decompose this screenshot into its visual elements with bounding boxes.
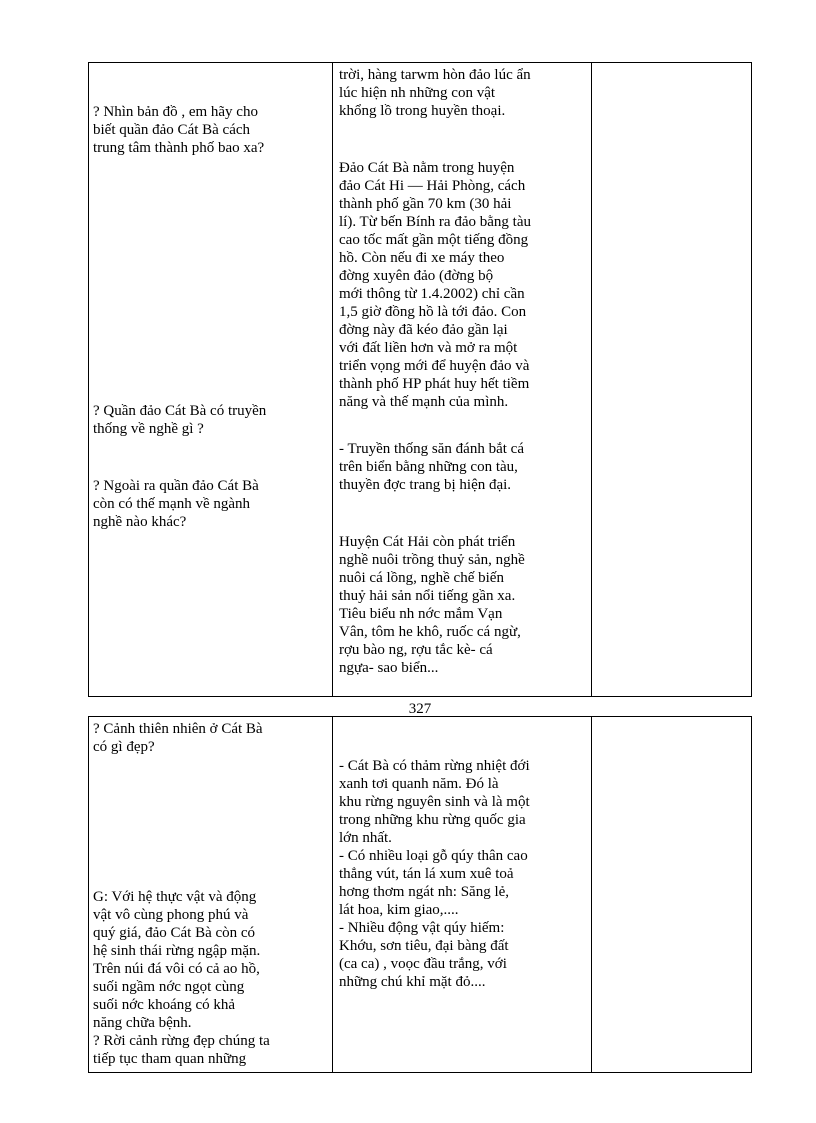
content-nature-answer: - Cát Bà có thảm rừng nhiệt đới xanh tơi quanh năm. Đó là khu rừng nguyên sinh và là một trong những khu rừng quốc gia lớn nhất. - Có nhiều loại gỗ qúy thân cao thẳng vút, tán lá xum xuê toả hơng thơm ngát nh: Săng lẻ, lát hoa, kim giao,.... - Nhiều động vật qúy hiếm: Khớu, sơn tiêu, đại bàng đất (ca ca) , voọc đầu trắng, với những chú khỉ mặt đỏ.... bbox=[339, 758, 530, 990]
page-number: 327 bbox=[408, 701, 432, 717]
question-column bbox=[89, 717, 333, 1072]
question-column bbox=[89, 63, 333, 696]
content-column bbox=[333, 717, 592, 1072]
notes-column bbox=[592, 63, 751, 696]
question-other-strengths: ? Ngoài ra quần đảo Cát Bà còn có thế mạnh về ngành nghề nào khác? bbox=[93, 478, 259, 530]
table-bottom bbox=[88, 716, 752, 1073]
table-top bbox=[88, 62, 752, 697]
question-traditional-trade: ? Quần đảo Cát Bà có truyền thống về nghề gì ? bbox=[93, 403, 267, 437]
content-traditional-trade-answer: - Truyền thống săn đánh bắt cá trên biển bằng những con tàu, thuyền đợc trang bị hiện đại. bbox=[339, 441, 524, 493]
question-nature-beauty: ? Cảnh thiên nhiên ở Cát Bà có gì đẹp? bbox=[93, 721, 263, 755]
question-distance: ? Nhìn bản đồ , em hãy cho biết quần đảo Cát Bà cách trung tâm thành phố bao xa? bbox=[93, 104, 265, 156]
content-column bbox=[333, 63, 592, 696]
content-continued-text: trời, hàng tarwm hòn đảo lúc ẩn lúc hiện nh những con vật khổng lồ trong huyền thoại. bbox=[339, 67, 531, 119]
content-other-strengths-answer: Huyện Cát Hải còn phát triển nghề nuôi trồng thuỷ sản, nghề nuôi cá lồng, nghề chế biến thuỷ hải sản nổi tiếng gần xa. Tiêu biểu nh nớc mắm Vạn Vân, tôm he khô, ruốc cá ngừ, rợu bào ng, rợu tắc kè- cá ngựa- sao biển... bbox=[339, 534, 525, 676]
content-distance-answer: Đảo Cát Bà nằm trong huyện đảo Cát Hi — Hải Phòng, cách thành phố gần 70 km (30 hải lí). Từ bến Bính ra đảo bằng tàu cao tốc mất gần một tiếng đồng hồ. Còn nếu đi xe máy theo đờng xuyên đảo (đờng bộ mới thông từ 1.4.2002) chỉ cần 1,5 giờ đồng hồ là tới đảo. Con đờng này đã kéo đảo gần lại với đất liền hơn và mở ra một triển vọng mới để huyện đảo và thành phố HP phát huy hết tiềm năng và thế mạnh của mình. bbox=[339, 160, 531, 410]
teacher-note-ecosystem: G: Với hệ thực vật và động vật vô cùng phong phú và quý giá, đảo Cát Bà còn có hệ sinh thái rừng ngập mặn. Trên núi đá vôi có cả ao hồ, suối ngầm nớc ngọt cùng suối nớc khoáng có khả năng chữa bệnh. ? Rời cảnh rừng đẹp chúng ta tiếp tục tham quan những bbox=[93, 889, 270, 1067]
notes-column bbox=[592, 717, 751, 1072]
